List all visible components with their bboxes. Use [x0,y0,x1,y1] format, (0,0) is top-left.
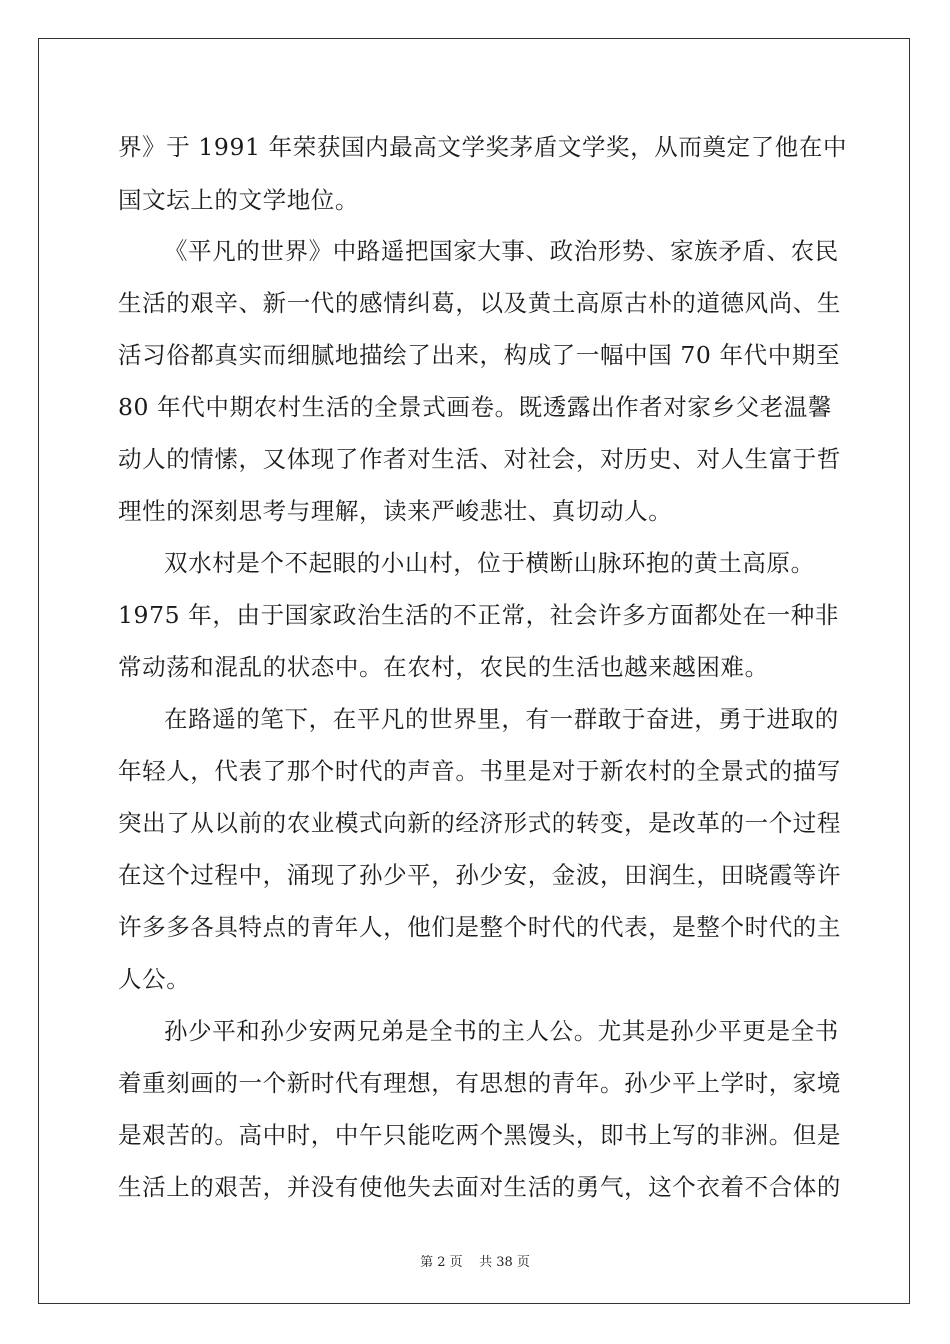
text-line: 动人的情愫，又体现了作者对生活、对社会，对历史、对人生富于哲 [118,445,841,473]
text-line: 界》于 1991 年荣获国内最高文学奖茅盾文学奖，从而奠定了他在中 [118,133,848,161]
paragraph-first-line: 在路遥的笔下，在平凡的世界里，有一群敢于奋进，勇于进取的 [164,705,839,733]
text-line: 突出了从以前的农业模式向新的经济形式的转变，是改革的一个过程 [118,809,841,837]
paragraph-first-line: 双水村是个不起眼的小山村，位于横断山脉环抱的黄土高原。 [164,549,815,577]
text-line: 在这个过程中，涌现了孙少平，孙少安，金波，田润生，田晓霞等许 [118,861,841,889]
text-line: 活习俗都真实而细腻地描绘了出来，构成了一幅中国 70 年代中期至 [118,341,841,369]
page-number-footer: 第 2 页 共 38 页 [420,1255,530,1270]
text-line: 许多多各具特点的青年人，他们是整个时代的代表，是整个时代的主 [118,913,841,941]
paragraph-first-line: 孙少平和孙少安两兄弟是全书的主人公。尤其是孙少平更是全书 [164,1017,839,1045]
text-line: 生活的艰辛、新一代的感情纠葛，以及黄土高原古朴的道德风尚、生 [118,289,841,317]
text-line: 生活上的艰苦，并没有使他失去面对生活的勇气，这个衣着不合体的 [118,1173,841,1201]
text-line: 80 年代中期农村生活的全景式画卷。既透露出作者对家乡父老温馨 [118,393,832,421]
text-line: 着重刻画的一个新时代有理想，有思想的青年。孙少平上学时，家境 [118,1069,841,1097]
text-line: 常动荡和混乱的状态中。在农村，农民的生活也越来越困难。 [118,653,769,681]
text-line: 理性的深刻思考与理解，读来严峻悲壮、真切动人。 [118,497,673,525]
text-line: 1975 年，由于国家政治生活的不正常，社会许多方面都处在一种非 [118,601,839,629]
text-line: 人公。 [118,965,191,993]
paragraph-first-line: 《平凡的世界》中路遥把国家大事、政治形势、家族矛盾、农民 [164,237,839,265]
text-line: 是艰苦的。高中时，中午只能吃两个黑馒头，即书上写的非洲。但是 [118,1121,841,1149]
text-line: 国文坛上的文学地位。 [118,186,359,214]
text-line: 年轻人，代表了那个时代的声音。书里是对于新农村的全景式的描写 [118,757,841,785]
